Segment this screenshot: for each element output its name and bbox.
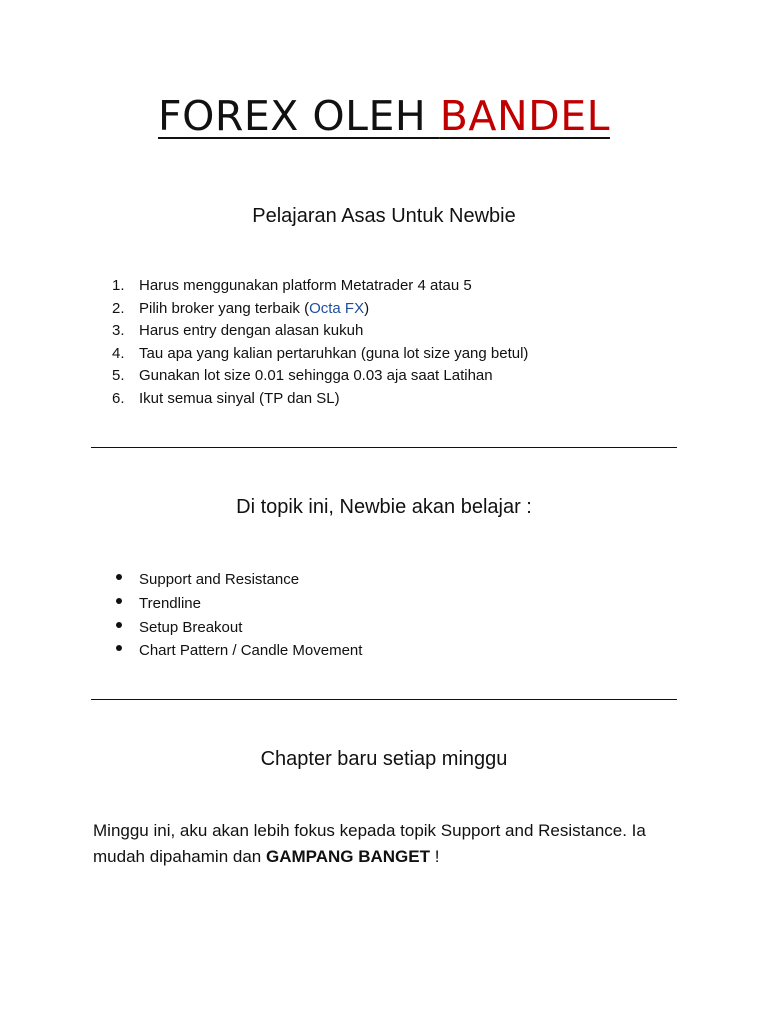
list-item-text: Ikut semua sinyal (TP dan SL) [139,389,340,407]
list-item [112,343,528,366]
list-item [112,320,528,343]
list-number: 6. [112,389,125,407]
list-number: 3. [112,322,125,339]
list-item [112,275,528,298]
body-paragraph [93,818,693,870]
bullet-item-text: Trendline [139,594,201,612]
bullet-item-text: Chart Pattern / Candle Movement [139,642,363,660]
bullet-list [112,568,362,663]
list-item [112,298,528,321]
paragraph-emphasis: GAMPANG BANGET [265,847,430,866]
horizontal-divider [91,447,677,448]
page-title [0,88,768,144]
section-heading-lessons: Pelajaran Asas Untuk Newbie [252,205,516,227]
bullet-item [112,639,362,663]
list-item-text-end: ) [364,299,370,317]
paragraph-text-end: ! [429,847,440,866]
bullet-item-text: Setup Breakout [139,618,243,636]
list-item [112,388,528,411]
list-item-text: Harus entry dengan alasan kukuh [139,322,364,339]
list-item [112,365,528,388]
numbered-list [112,275,528,410]
list-number: 2. [112,299,125,317]
list-number: 1. [112,277,125,294]
bullet-item [112,616,362,640]
broker-link[interactable]: Octa FX [309,299,365,317]
title-part-1: FOREX OLEH [158,92,440,140]
title-part-2-highlight: BANDEL [439,92,610,140]
list-item-text: Gunakan lot size 0.01 sehingga 0.03 aja saat Latihan [139,367,493,384]
section-heading-chapter: Chapter baru setiap minggu [260,748,508,770]
list-item-text: Tau apa yang kalian pertaruhkan (guna lot size yang betul) [139,344,529,362]
paragraph-text: Minggu ini, aku akan lebih fokus kepada topik Support and Resistance. Ia mudah dipahamin dan [93,821,646,866]
bullet-item [112,592,362,616]
list-item-text: Pilih broker yang terbaik ( [139,299,310,317]
list-number: 4. [112,344,125,362]
horizontal-divider [91,699,677,700]
section-heading-topics: Di topik ini, Newbie akan belajar : [236,496,532,518]
bullet-item [112,568,362,592]
bullet-item-text: Support and Resistance [139,571,300,588]
list-item-text: Harus menggunakan platform Metatrader 4 atau 5 [139,277,472,294]
list-number: 5. [112,367,125,384]
